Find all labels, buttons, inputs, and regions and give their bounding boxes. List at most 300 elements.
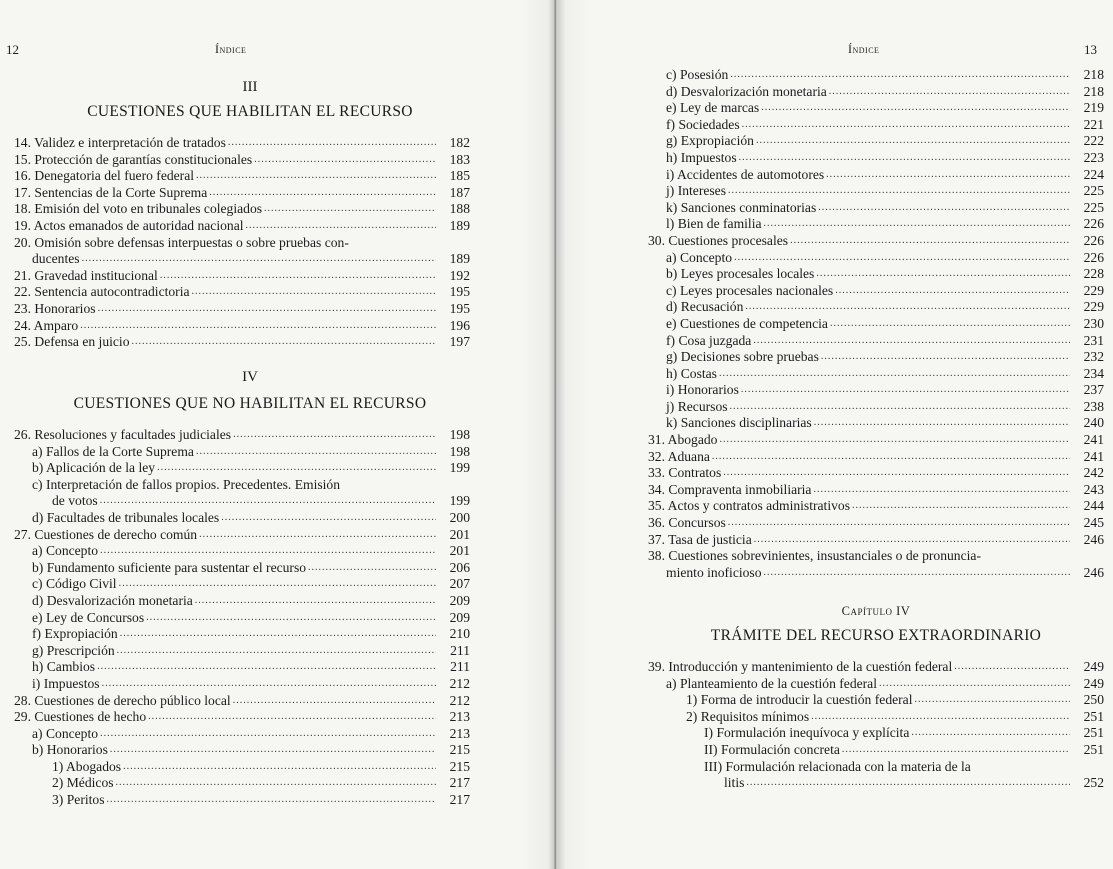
toc-entry bbox=[14, 643, 470, 660]
toc-entry bbox=[648, 266, 1104, 283]
dot-leader bbox=[246, 218, 436, 235]
dot-leader bbox=[102, 676, 436, 693]
chapter-title: TRÁMITE DEL RECURSO EXTRAORDINARIO bbox=[710, 627, 1042, 644]
toc-entry-label: h) Impuestos bbox=[666, 149, 737, 165]
toc-entry-page: 213 bbox=[449, 725, 470, 741]
toc-entry-page: 251 bbox=[1083, 741, 1104, 757]
dot-leader bbox=[146, 610, 436, 627]
toc-entry-page: 212 bbox=[449, 692, 470, 708]
toc-entry-page: 210 bbox=[449, 626, 470, 642]
toc-entry-page: 217 bbox=[449, 792, 470, 808]
dot-leader bbox=[192, 284, 436, 301]
toc-entry-page: 221 bbox=[1083, 116, 1104, 132]
toc-entry bbox=[14, 185, 470, 202]
toc-entry-page: 246 bbox=[1083, 531, 1104, 547]
page-number-right: 13 bbox=[1084, 42, 1097, 57]
dot-leader bbox=[745, 299, 1070, 316]
toc-entry-label: f) Cosa juzgada bbox=[666, 332, 752, 348]
chapter-label: Capítulo IV bbox=[841, 604, 911, 618]
toc-entry-label: litis bbox=[724, 775, 745, 791]
dot-leader bbox=[753, 333, 1070, 350]
page-number-left: 12 bbox=[6, 42, 19, 57]
dot-leader bbox=[826, 167, 1070, 184]
toc-entry-page: 187 bbox=[449, 184, 470, 200]
toc-entry-page: 230 bbox=[1083, 315, 1104, 331]
toc-entry bbox=[14, 218, 470, 235]
toc-entry-label: i) Accidentes de automotores bbox=[666, 166, 825, 182]
toc-entry-label: d) Desvalorización monetaria bbox=[32, 592, 193, 608]
toc-entry-page: 189 bbox=[449, 217, 470, 233]
toc-entry-label: b) Leyes procesales locales bbox=[666, 266, 815, 282]
toc-entry-label: 30. Cuestiones procesales bbox=[648, 232, 789, 248]
toc-entry-page: 200 bbox=[449, 509, 470, 525]
toc-entry-label: l) Bien de familia bbox=[666, 216, 762, 232]
toc-entry bbox=[14, 693, 470, 710]
toc-entry-label: g) Decisiones sobre pruebas bbox=[666, 349, 819, 365]
dot-leader bbox=[233, 427, 436, 444]
dot-leader bbox=[712, 449, 1070, 466]
toc-entry bbox=[648, 349, 1104, 366]
section-roman-III: III bbox=[242, 79, 258, 95]
toc-entry bbox=[14, 543, 470, 560]
toc-entry-page: 245 bbox=[1083, 515, 1104, 531]
dot-leader bbox=[761, 100, 1070, 117]
toc-entry bbox=[14, 235, 470, 252]
toc-entry bbox=[14, 726, 470, 743]
running-head-left: Índice bbox=[215, 42, 247, 56]
section-title-IV: CUESTIONES QUE NO HABILITAN EL RECURSO bbox=[73, 395, 427, 412]
toc-entry-label: de votos bbox=[52, 493, 98, 509]
toc-entry-page: 229 bbox=[1083, 282, 1104, 298]
toc-entry-page: 224 bbox=[1083, 166, 1104, 182]
toc-entry bbox=[648, 84, 1104, 101]
dot-leader bbox=[734, 250, 1070, 267]
toc-entry bbox=[648, 725, 1104, 742]
toc-entry-label: 14. Validez e interpretación de tratados bbox=[14, 135, 226, 150]
dot-leader bbox=[82, 251, 436, 268]
toc-entry-page: 197 bbox=[449, 334, 470, 350]
toc-entry-label: a) Planteamiento de la cuestión federal bbox=[666, 675, 877, 691]
toc-entry-label: 1) Abogados bbox=[52, 758, 122, 774]
toc-entry bbox=[14, 284, 470, 301]
toc-entry-label: e) Ley de marcas bbox=[666, 100, 760, 116]
toc-entry-page: 188 bbox=[449, 201, 470, 217]
toc-entry bbox=[14, 792, 470, 809]
dot-leader bbox=[911, 725, 1070, 742]
toc-entry bbox=[14, 268, 470, 285]
dot-leader bbox=[830, 316, 1070, 333]
toc-entry-label: I) Formulación inequívoca y explícita bbox=[704, 725, 910, 741]
toc-entry-label: g) Expropiación bbox=[666, 133, 754, 149]
toc-entry-page: 226 bbox=[1083, 232, 1104, 248]
toc-entry-label: 31. Abogado bbox=[648, 432, 718, 448]
toc-entry-label: 38. Cuestiones sobrevinientes, insustanciales o de pronuncia- bbox=[648, 548, 981, 564]
toc-entry-page: 199 bbox=[449, 493, 470, 509]
toc-entry bbox=[14, 659, 470, 676]
dot-leader bbox=[233, 693, 436, 710]
dot-leader bbox=[195, 593, 436, 610]
toc-entry-label: 33. Contratos bbox=[648, 465, 722, 481]
section-roman-IV: IV bbox=[242, 369, 258, 385]
toc-entry bbox=[648, 150, 1104, 167]
toc-entry bbox=[648, 366, 1104, 383]
toc-entry bbox=[648, 316, 1104, 333]
toc-entry-page: 243 bbox=[1083, 481, 1104, 497]
toc-entry-label: 27. Cuestiones de derecho común bbox=[14, 526, 198, 542]
toc-entry-label: 36. Concursos bbox=[648, 515, 726, 531]
toc-entry-page: 241 bbox=[1083, 448, 1104, 464]
dot-leader bbox=[829, 84, 1070, 101]
toc-entry bbox=[648, 250, 1104, 267]
toc-entry-page: 223 bbox=[1083, 149, 1104, 165]
toc-entry-label: a) Fallos de la Corte Suprema bbox=[32, 443, 194, 459]
toc-entry-label: e) Cuestiones de competencia bbox=[666, 315, 828, 331]
toc-entry bbox=[648, 100, 1104, 117]
toc-entry-label: 34. Compraventa inmobiliaria bbox=[648, 481, 812, 497]
toc-entry-page: 218 bbox=[1083, 83, 1104, 99]
dot-leader bbox=[741, 382, 1070, 399]
toc-entry-page: 196 bbox=[449, 317, 470, 333]
toc-entry bbox=[648, 382, 1104, 399]
left-page bbox=[0, 0, 556, 869]
dot-leader bbox=[199, 527, 436, 544]
toc-entry bbox=[14, 460, 470, 477]
toc-entry-page: 249 bbox=[1083, 675, 1104, 691]
dot-leader bbox=[160, 268, 436, 285]
dot-leader bbox=[746, 775, 1070, 792]
dot-leader bbox=[80, 318, 436, 335]
toc-entry-page: 209 bbox=[449, 609, 470, 625]
toc-entry-label: c) Código Civil bbox=[32, 576, 117, 592]
toc-entry-label: i) Honorarios bbox=[666, 382, 739, 398]
toc-entry bbox=[14, 759, 470, 776]
dot-leader bbox=[196, 444, 436, 461]
dot-leader bbox=[728, 515, 1070, 532]
toc-entry bbox=[648, 498, 1104, 515]
toc-entry bbox=[14, 318, 470, 335]
dot-leader bbox=[254, 152, 436, 169]
dot-leader bbox=[756, 133, 1070, 150]
toc-entry-page: 217 bbox=[449, 775, 470, 791]
toc-entry-label: 3) Peritos bbox=[52, 792, 105, 808]
toc-entry bbox=[648, 532, 1104, 549]
dot-leader bbox=[117, 643, 436, 660]
toc-entry-label: b) Honorarios bbox=[32, 742, 108, 758]
toc-entry-page: 198 bbox=[449, 443, 470, 459]
toc-entry-page: 192 bbox=[449, 267, 470, 283]
toc-entry bbox=[648, 676, 1104, 693]
toc-entry-page: 212 bbox=[449, 675, 470, 691]
toc-entry-page: 195 bbox=[449, 300, 470, 316]
toc-entry-page: 209 bbox=[449, 592, 470, 608]
toc-entry bbox=[648, 775, 1104, 792]
toc-entry-page: 215 bbox=[449, 758, 470, 774]
toc-entry-page: 222 bbox=[1083, 133, 1104, 149]
toc-entry-label: III) Formulación relacionada con la materia de la bbox=[704, 758, 971, 774]
toc-entry-page: 183 bbox=[449, 151, 470, 167]
toc-entry-page: 226 bbox=[1083, 216, 1104, 232]
toc-entry-label: 1) Forma de introducir la cuestión federal bbox=[686, 692, 913, 708]
section-title-III: CUESTIONES QUE HABILITAN EL RECURSO bbox=[87, 103, 413, 120]
toc-entry-page: 211 bbox=[450, 659, 470, 675]
toc-entry-page: 207 bbox=[449, 576, 470, 592]
toc-entry-page: 240 bbox=[1083, 415, 1104, 431]
toc-entry bbox=[648, 548, 1104, 565]
toc-entry-page: 206 bbox=[449, 559, 470, 575]
toc-entry-label: b) Aplicación de la ley bbox=[32, 460, 156, 476]
toc-entry-label: 22. Sentencia autocontradictoria bbox=[14, 284, 190, 300]
toc-entry-label: 26. Resoluciones y facultades judiciales bbox=[14, 427, 232, 442]
toc-entry-label: a) Concepto bbox=[32, 543, 99, 559]
toc-entry-label: 21. Gravedad institucional bbox=[14, 267, 158, 283]
toc-entry bbox=[14, 593, 470, 610]
dot-leader bbox=[119, 576, 436, 593]
toc-entry-label: b) Fundamento suficiente para sustentar el recurso bbox=[32, 559, 307, 575]
toc-entry-label: k) Sanciones conminatorias bbox=[666, 199, 817, 215]
dot-leader bbox=[954, 659, 1070, 676]
toc-entry bbox=[648, 709, 1104, 726]
dot-leader bbox=[764, 216, 1070, 233]
dot-leader bbox=[811, 709, 1070, 726]
toc-entry-label: 17. Sentencias de la Corte Suprema bbox=[14, 184, 208, 200]
toc-entry-label: 24. Amparo bbox=[14, 317, 79, 333]
toc-entry-page: 251 bbox=[1083, 725, 1104, 741]
toc-entry-page: 185 bbox=[449, 168, 470, 184]
toc-entry bbox=[14, 427, 470, 444]
toc-entry-page: 218 bbox=[1083, 67, 1104, 82]
dot-leader bbox=[100, 726, 436, 743]
toc-entry-label: 23. Honorarios bbox=[14, 300, 96, 316]
toc-entry-page: 242 bbox=[1083, 465, 1104, 481]
toc-entry bbox=[14, 626, 470, 643]
toc-entry-label: 2) Requisitos mínimos bbox=[686, 708, 810, 724]
dot-leader bbox=[196, 168, 436, 185]
dot-leader bbox=[754, 532, 1070, 549]
toc-entry-label: 29. Cuestiones de hecho bbox=[14, 709, 147, 725]
dot-leader bbox=[106, 792, 436, 809]
dot-leader bbox=[116, 775, 436, 792]
dot-leader bbox=[100, 543, 436, 560]
toc-entry bbox=[648, 200, 1104, 217]
toc-entry-page: 244 bbox=[1083, 498, 1104, 514]
toc-entry bbox=[14, 301, 470, 318]
dot-leader bbox=[730, 399, 1070, 416]
toc-entry-label: h) Costas bbox=[666, 365, 717, 381]
dot-leader bbox=[123, 759, 436, 776]
toc-entry bbox=[14, 201, 470, 218]
toc-entry-label: d) Facultades de tribunales locales bbox=[32, 509, 220, 525]
dot-leader bbox=[739, 150, 1070, 167]
toc-entry bbox=[14, 251, 470, 268]
toc-entry bbox=[648, 233, 1104, 250]
dot-leader bbox=[100, 493, 436, 510]
dot-leader bbox=[764, 565, 1070, 582]
toc-entry bbox=[14, 168, 470, 185]
toc-entry bbox=[648, 515, 1104, 532]
toc-entry-page: 199 bbox=[449, 460, 470, 476]
toc-entry-page: 201 bbox=[449, 526, 470, 542]
toc-entry bbox=[14, 709, 470, 726]
toc-entry bbox=[648, 216, 1104, 233]
toc-entry bbox=[14, 444, 470, 461]
toc-entry-page: 225 bbox=[1083, 199, 1104, 215]
dot-leader bbox=[728, 183, 1070, 200]
dot-leader bbox=[209, 185, 436, 202]
dot-leader bbox=[816, 266, 1070, 283]
toc-entry bbox=[14, 560, 470, 577]
toc-entry-label: c) Leyes procesales nacionales bbox=[666, 282, 834, 298]
dot-leader bbox=[742, 117, 1070, 134]
dot-leader bbox=[719, 366, 1070, 383]
toc-entry bbox=[14, 676, 470, 693]
toc-entry bbox=[648, 565, 1104, 582]
toc-entry bbox=[648, 333, 1104, 350]
toc-entry bbox=[648, 117, 1104, 134]
dot-leader bbox=[132, 334, 436, 351]
toc-entry-label: 2) Médicos bbox=[52, 775, 114, 791]
toc-entry-label: 25. Defensa en juicio bbox=[14, 334, 130, 350]
toc-entry-page: 249 bbox=[1083, 659, 1104, 674]
dot-leader bbox=[120, 626, 436, 643]
toc-entry-page: 182 bbox=[449, 135, 470, 150]
toc-list-chapter-IV bbox=[648, 659, 1104, 792]
toc-entry bbox=[648, 67, 1104, 84]
toc-entry bbox=[14, 510, 470, 527]
toc-entry-page: 201 bbox=[449, 543, 470, 559]
dot-leader bbox=[813, 482, 1070, 499]
toc-entry-label: 18. Emisión del voto en tribunales colegiados bbox=[14, 201, 263, 217]
toc-entry-label: II) Formulación concreta bbox=[704, 741, 840, 757]
toc-entry-label: g) Prescripción bbox=[32, 642, 115, 658]
toc-entry-page: 241 bbox=[1083, 432, 1104, 448]
toc-entry-label: c) Interpretación de fallos propios. Precedentes. Emisión bbox=[32, 476, 341, 492]
toc-entry-page: 232 bbox=[1083, 349, 1104, 365]
toc-entry-label: k) Sanciones disciplinarias bbox=[666, 415, 812, 431]
toc-entry-page: 237 bbox=[1083, 382, 1104, 398]
toc-entry-label: miento inoficioso bbox=[666, 564, 762, 580]
dot-leader bbox=[835, 283, 1070, 300]
toc-entry-page: 189 bbox=[449, 251, 470, 267]
toc-entry bbox=[14, 152, 470, 169]
toc-entry-page: 213 bbox=[449, 709, 470, 725]
toc-entry bbox=[14, 742, 470, 759]
toc-entry-page: 250 bbox=[1083, 692, 1104, 708]
toc-entry-label: 19. Actos emanados de autoridad nacional bbox=[14, 217, 244, 233]
toc-entry bbox=[14, 527, 470, 544]
toc-entry-label: f) Expropiación bbox=[32, 626, 118, 642]
toc-entry bbox=[648, 465, 1104, 482]
dot-leader bbox=[723, 465, 1070, 482]
toc-entry-page: 226 bbox=[1083, 249, 1104, 265]
toc-entry bbox=[648, 692, 1104, 709]
toc-entry-page: 195 bbox=[449, 284, 470, 300]
dot-leader bbox=[879, 676, 1070, 693]
dot-leader bbox=[221, 510, 436, 527]
dot-leader bbox=[98, 301, 436, 318]
toc-entry bbox=[648, 299, 1104, 316]
toc-entry-page: 246 bbox=[1083, 564, 1104, 580]
toc-entry bbox=[648, 415, 1104, 432]
toc-entry-page: 231 bbox=[1083, 332, 1104, 348]
toc-entry-label: j) Recursos bbox=[666, 398, 728, 414]
dot-leader bbox=[148, 709, 436, 726]
toc-entry-page: 198 bbox=[449, 427, 470, 442]
dot-leader bbox=[814, 415, 1070, 432]
toc-list-section-III bbox=[14, 135, 470, 351]
toc-entry bbox=[648, 659, 1104, 676]
toc-entry-label: i) Impuestos bbox=[32, 675, 100, 691]
toc-entry bbox=[648, 183, 1104, 200]
dot-leader bbox=[308, 560, 436, 577]
toc-entry-label: 28. Cuestiones de derecho público local bbox=[14, 692, 231, 708]
toc-entry bbox=[14, 334, 470, 351]
toc-entry bbox=[648, 482, 1104, 499]
right-page bbox=[556, 0, 1113, 869]
toc-entry-label: 16. Denegatoria del fuero federal bbox=[14, 168, 195, 184]
toc-entry-page: 251 bbox=[1083, 708, 1104, 724]
toc-list-section-IV bbox=[14, 427, 470, 809]
dot-leader bbox=[264, 201, 436, 218]
dot-leader bbox=[730, 67, 1070, 84]
toc-entry bbox=[648, 399, 1104, 416]
dot-leader bbox=[719, 432, 1070, 449]
dot-leader bbox=[157, 460, 436, 477]
toc-entry-label: e) Ley de Concursos bbox=[32, 609, 145, 625]
toc-entry bbox=[648, 167, 1104, 184]
toc-entry-label: ducentes bbox=[32, 251, 80, 267]
toc-entry bbox=[14, 610, 470, 627]
toc-entry bbox=[14, 135, 470, 152]
toc-entry-page: 211 bbox=[450, 642, 470, 658]
toc-entry-page: 228 bbox=[1083, 266, 1104, 282]
toc-entry bbox=[14, 477, 470, 494]
toc-entry-label: 15. Protección de garantías constitucionales bbox=[14, 151, 253, 167]
toc-entry-page: 238 bbox=[1083, 398, 1104, 414]
toc-entry bbox=[14, 775, 470, 792]
dot-leader bbox=[818, 200, 1070, 217]
dot-leader bbox=[821, 349, 1070, 366]
dot-leader bbox=[228, 135, 436, 152]
toc-entry bbox=[648, 432, 1104, 449]
dot-leader bbox=[852, 498, 1070, 515]
book-gutter bbox=[520, 0, 590, 869]
toc-entry-page: 252 bbox=[1083, 775, 1104, 791]
toc-entry-label: c) Posesión bbox=[666, 67, 729, 82]
toc-entry-label: a) Concepto bbox=[666, 249, 733, 265]
toc-entry-label: 37. Tasa de justicia bbox=[648, 531, 752, 547]
toc-entry-label: 35. Actos y contratos administrativos bbox=[648, 498, 850, 514]
toc-entry-page: 219 bbox=[1083, 100, 1104, 116]
toc-entry-page: 234 bbox=[1083, 365, 1104, 381]
toc-entry-label: 39. Introducción y mantenimiento de la cuestión federal bbox=[648, 659, 953, 674]
toc-entry bbox=[648, 449, 1104, 466]
toc-entry bbox=[648, 759, 1104, 776]
toc-entry-page: 225 bbox=[1083, 183, 1104, 199]
toc-entry bbox=[648, 283, 1104, 300]
toc-entry-label: f) Sociedades bbox=[666, 116, 740, 132]
toc-entry-label: j) Intereses bbox=[666, 183, 727, 199]
dot-leader bbox=[914, 692, 1070, 709]
toc-entry bbox=[648, 742, 1104, 759]
toc-entry-label: 32. Aduana bbox=[648, 448, 710, 464]
dot-leader bbox=[110, 742, 436, 759]
toc-entry bbox=[648, 133, 1104, 150]
dot-leader bbox=[790, 233, 1070, 250]
toc-entry-label: d) Recusación bbox=[666, 299, 744, 315]
toc-entry bbox=[14, 576, 470, 593]
toc-entry-page: 229 bbox=[1083, 299, 1104, 315]
toc-entry-label: d) Desvalorización monetaria bbox=[666, 83, 827, 99]
